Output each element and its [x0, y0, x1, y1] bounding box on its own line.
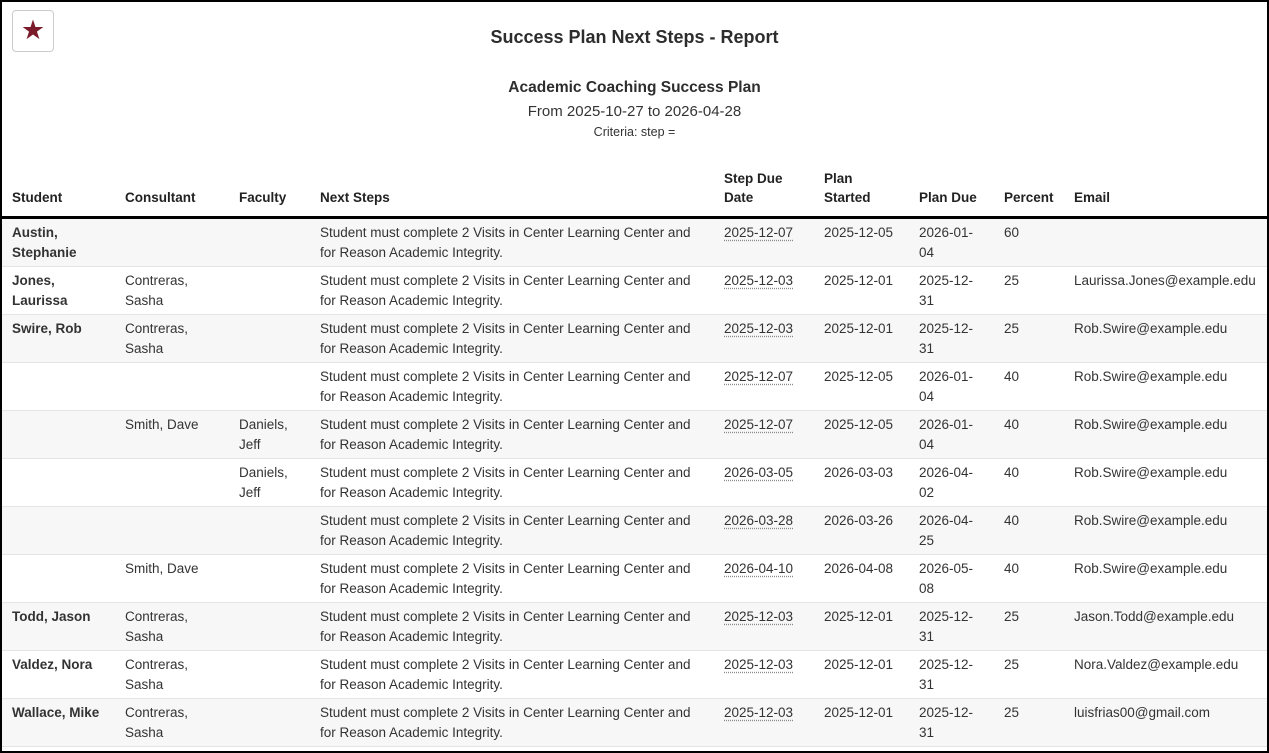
plan-started-cell: 2025-12-01 [824, 705, 894, 720]
plan-name: Academic Coaching Success Plan [508, 79, 761, 96]
step-due-date-cell [714, 507, 814, 555]
table-row [2, 363, 1267, 411]
faculty-cell: Daniels, Jeff [239, 417, 288, 452]
table-row [2, 603, 1267, 651]
email-cell: Rob.Swire@example.edu [1074, 561, 1228, 576]
column-header-step-due-date: Step Due Date [714, 165, 814, 218]
step-due-date-link[interactable]: 2025-12-07 [724, 369, 794, 384]
faculty-cell [229, 218, 310, 267]
faculty-cell [229, 267, 310, 315]
table-row [2, 411, 1267, 459]
step-due-date-link[interactable]: 2025-12-03 [724, 657, 794, 672]
column-header-email: Email [1064, 165, 1267, 218]
report-table-header [2, 165, 1267, 218]
consultant-cell [115, 459, 229, 507]
email-cell: Laurissa.Jones@example.edu [1074, 273, 1256, 288]
step-due-date-cell [714, 267, 814, 315]
step-due-date-cell [714, 363, 814, 411]
next-steps-cell: Student must complete 2 Visits in Center Learning Center and for Reason Academic Integrity. [320, 417, 691, 452]
percent-cell: 25 [1004, 657, 1020, 672]
step-due-date-link[interactable]: 2026-03-05 [724, 465, 794, 480]
percent-cell: 40 [1004, 561, 1020, 576]
column-header-plan-started: Plan Started [814, 165, 909, 218]
plan-started-cell: 2025-12-05 [824, 417, 894, 432]
next-steps-cell: Student must complete 2 Visits in Center Learning Center and for Reason Academic Integrity. [320, 225, 691, 260]
faculty-cell [229, 507, 310, 555]
student-cell: Austin, Stephanie [12, 225, 77, 260]
next-steps-cell: Student must complete 2 Visits in Center Learning Center and for Reason Academic Integrity. [320, 273, 691, 308]
column-header-plan-due: Plan Due [909, 165, 994, 218]
email-cell [1064, 218, 1267, 267]
column-header-consultant: Consultant [115, 165, 229, 218]
step-due-date-cell [714, 699, 814, 747]
report-table-body [2, 218, 1267, 747]
plan-started-cell: 2025-12-05 [824, 225, 894, 240]
plan-due-cell: 2025-12-31 [919, 273, 974, 308]
step-due-date-cell [714, 651, 814, 699]
next-steps-cell: Student must complete 2 Visits in Center Learning Center and for Reason Academic Integrity. [320, 465, 691, 500]
faculty-cell [229, 315, 310, 363]
next-steps-cell: Student must complete 2 Visits in Center Learning Center and for Reason Academic Integrity. [320, 321, 691, 356]
date-range: From 2025-10-27 to 2026-04-28 [527, 103, 742, 120]
consultant-cell: Contreras, Sasha [125, 321, 189, 356]
percent-cell: 40 [1004, 417, 1020, 432]
faculty-cell [229, 555, 310, 603]
step-due-date-link[interactable]: 2026-04-10 [724, 561, 794, 576]
consultant-cell: Smith, Dave [125, 417, 199, 432]
percent-cell: 40 [1004, 465, 1020, 480]
student-cell [2, 555, 115, 603]
consultant-cell: Smith, Dave [125, 561, 199, 576]
faculty-cell [229, 603, 310, 651]
percent-cell: 25 [1004, 609, 1020, 624]
table-row [2, 267, 1267, 315]
faculty-cell [229, 699, 310, 747]
student-cell: Wallace, Mike [12, 705, 100, 720]
consultant-cell [115, 218, 229, 267]
next-steps-cell: Student must complete 2 Visits in Center Learning Center and for Reason Academic Integrity. [320, 657, 691, 692]
plan-started-cell: 2025-12-01 [824, 609, 894, 624]
plan-due-cell: 2026-01-04 [919, 417, 974, 452]
plan-started-cell: 2025-12-01 [824, 273, 894, 288]
star-icon: ★ [20, 14, 46, 45]
step-due-date-link[interactable]: 2025-12-03 [724, 705, 794, 720]
criteria-line: Criteria: step = [593, 125, 676, 139]
next-steps-cell: Student must complete 2 Visits in Center Learning Center and for Reason Academic Integrity. [320, 609, 691, 644]
student-cell: Valdez, Nora [12, 657, 93, 672]
consultant-cell: Contreras, Sasha [125, 705, 189, 740]
plan-due-cell: 2025-12-31 [919, 609, 974, 644]
plan-started-cell: 2026-03-03 [824, 465, 894, 480]
student-cell [2, 459, 115, 507]
table-row [2, 459, 1267, 507]
plan-started-cell: 2025-12-01 [824, 321, 894, 336]
plan-started-cell: 2025-12-01 [824, 657, 894, 672]
percent-cell: 40 [1004, 513, 1020, 528]
step-due-date-cell [714, 411, 814, 459]
consultant-cell [115, 507, 229, 555]
step-due-date-link[interactable]: 2025-12-03 [724, 609, 794, 624]
column-header-faculty: Faculty [229, 165, 310, 218]
step-due-date-cell [714, 603, 814, 651]
step-due-date-link[interactable]: 2025-12-03 [724, 273, 794, 288]
page-title: Success Plan Next Steps - Report [490, 27, 779, 47]
email-cell: Rob.Swire@example.edu [1074, 369, 1228, 384]
plan-started-cell: 2025-12-05 [824, 369, 894, 384]
next-steps-cell: Student must complete 2 Visits in Center Learning Center and for Reason Academic Integrity. [320, 369, 691, 404]
column-header-student: Student [2, 165, 115, 218]
step-due-date-link[interactable]: 2026-03-28 [724, 513, 794, 528]
step-due-date-cell [714, 459, 814, 507]
plan-due-cell: 2025-12-31 [919, 705, 974, 740]
consultant-cell: Contreras, Sasha [125, 273, 189, 308]
plan-due-cell: 2026-04-25 [919, 513, 974, 548]
email-cell: Rob.Swire@example.edu [1074, 465, 1228, 480]
faculty-cell [229, 651, 310, 699]
plan-due-cell: 2026-04-02 [919, 465, 974, 500]
student-cell: Todd, Jason [12, 609, 91, 624]
percent-cell: 60 [1004, 225, 1020, 240]
email-cell: luisfrias00@gmail.com [1074, 705, 1210, 720]
table-row [2, 507, 1267, 555]
email-cell: Nora.Valdez@example.edu [1074, 657, 1239, 672]
step-due-date-link[interactable]: 2025-12-07 [724, 417, 794, 432]
step-due-date-link[interactable]: 2025-12-07 [724, 225, 794, 240]
plan-due-cell: 2025-12-31 [919, 657, 974, 692]
step-due-date-cell [714, 555, 814, 603]
student-cell [2, 411, 115, 459]
faculty-cell [229, 363, 310, 411]
email-cell: Jason.Todd@example.edu [1074, 609, 1235, 624]
report-header [2, 2, 1267, 139]
student-cell [2, 363, 115, 411]
consultant-cell [115, 363, 229, 411]
plan-due-cell: 2026-01-04 [919, 225, 974, 260]
percent-cell: 25 [1004, 321, 1020, 336]
table-row [2, 555, 1267, 603]
plan-started-cell: 2026-03-26 [824, 513, 894, 528]
next-steps-cell: Student must complete 2 Visits in Center Learning Center and for Reason Academic Integrity. [320, 561, 691, 596]
header-row [2, 165, 1267, 218]
student-cell [2, 507, 115, 555]
table-row [2, 218, 1267, 267]
email-cell: Rob.Swire@example.edu [1074, 417, 1228, 432]
table-row [2, 315, 1267, 363]
plan-due-cell: 2026-05-08 [919, 561, 974, 596]
percent-cell: 25 [1004, 705, 1020, 720]
step-due-date-link[interactable]: 2025-12-03 [724, 321, 794, 336]
plan-due-cell: 2025-12-31 [919, 321, 974, 356]
consultant-cell: Contreras, Sasha [125, 609, 189, 644]
student-cell: Swire, Rob [12, 321, 82, 336]
consultant-cell: Contreras, Sasha [125, 657, 189, 692]
plan-due-cell: 2026-01-04 [919, 369, 974, 404]
home-logo-button[interactable] [12, 10, 54, 52]
column-header-percent: Percent [994, 165, 1064, 218]
next-steps-cell: Student must complete 2 Visits in Center Learning Center and for Reason Academic Integrity. [320, 513, 691, 548]
step-due-date-cell [714, 315, 814, 363]
email-cell: Rob.Swire@example.edu [1074, 513, 1228, 528]
column-header-next-steps: Next Steps [310, 165, 714, 218]
percent-cell: 40 [1004, 369, 1020, 384]
table-row [2, 699, 1267, 747]
plan-started-cell: 2026-04-08 [824, 561, 894, 576]
step-due-date-cell [714, 218, 814, 267]
next-steps-cell: Student must complete 2 Visits in Center Learning Center and for Reason Academic Integrity. [320, 705, 691, 740]
faculty-cell: Daniels, Jeff [239, 465, 288, 500]
percent-cell: 25 [1004, 273, 1020, 288]
report-table [2, 165, 1267, 747]
table-row [2, 651, 1267, 699]
student-cell: Jones, Laurissa [12, 273, 68, 308]
email-cell: Rob.Swire@example.edu [1074, 321, 1228, 336]
